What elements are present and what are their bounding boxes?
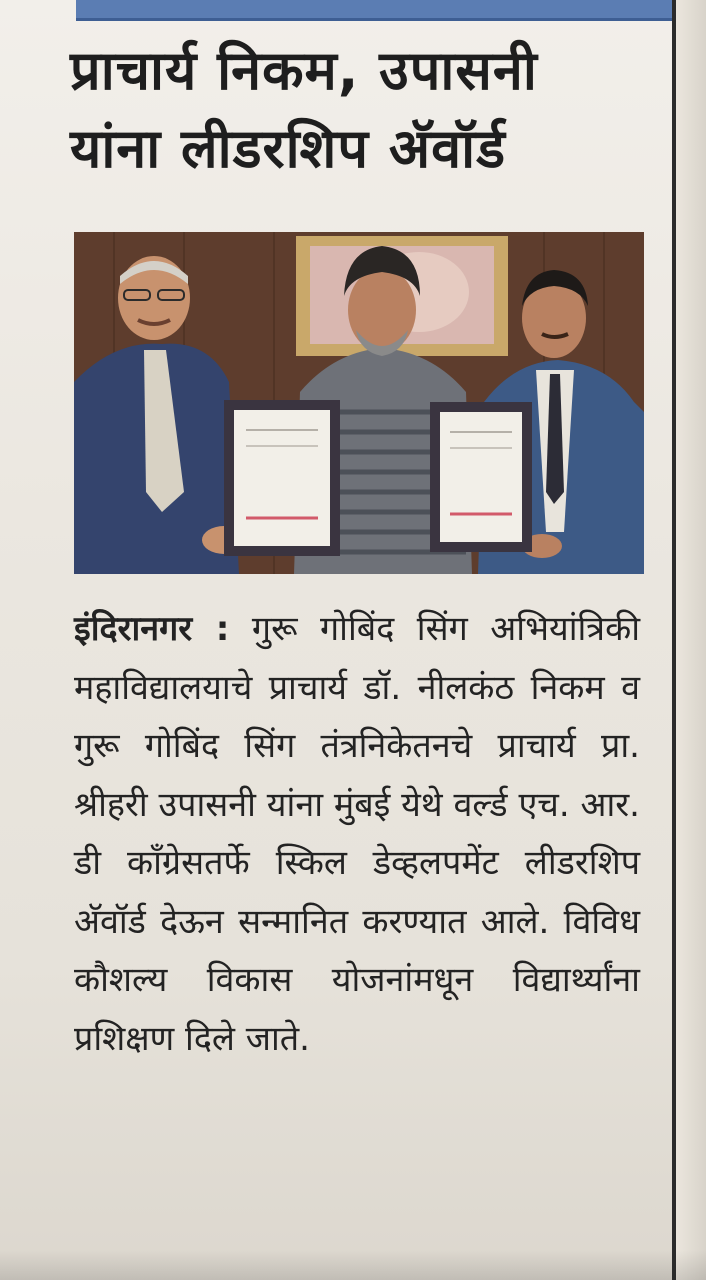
headline-line-1: प्राचार्य निकम, उपासनी <box>70 39 538 102</box>
article-headline <box>70 32 660 188</box>
column-divider <box>672 0 676 1280</box>
certificate-left <box>224 400 340 556</box>
page-bottom-shadow <box>0 1250 706 1280</box>
certificate-right <box>430 402 532 552</box>
headline-line-2: यांना लीडरशिप अ‍ॅवॉर्ड <box>70 117 506 180</box>
award-ceremony-photo <box>74 232 644 574</box>
header-color-strip <box>76 0 674 21</box>
article-body-text: गुरू गोबिंद सिंग अभियांत्रिकी महाविद्यालयाचे प्राचार्य डॉ. नीलकंठ निकम व गुरू गोबिंद सिंग तंत्रनिकेतनचे प्राचार्य प्रा. श्रीहरी उपासनी यांना मुंबई येथे वर्ल्ड एच. आर. डी कॉंग्रेसतर्फे स्किल डेव्हलपमेंट लीडरशिप अ‍ॅवॉर्ड देऊन सन्मानित करण्यात आले. विविध कौशल्य विकास योजनांमधून विद्यार्थ्यांना प्रशिक्षण दिले जाते. <box>74 609 640 1059</box>
article-photo <box>74 232 644 574</box>
article-body <box>74 600 640 1068</box>
article-dateline: इंदिरानगर : <box>74 609 230 649</box>
right-margin <box>676 0 706 1280</box>
